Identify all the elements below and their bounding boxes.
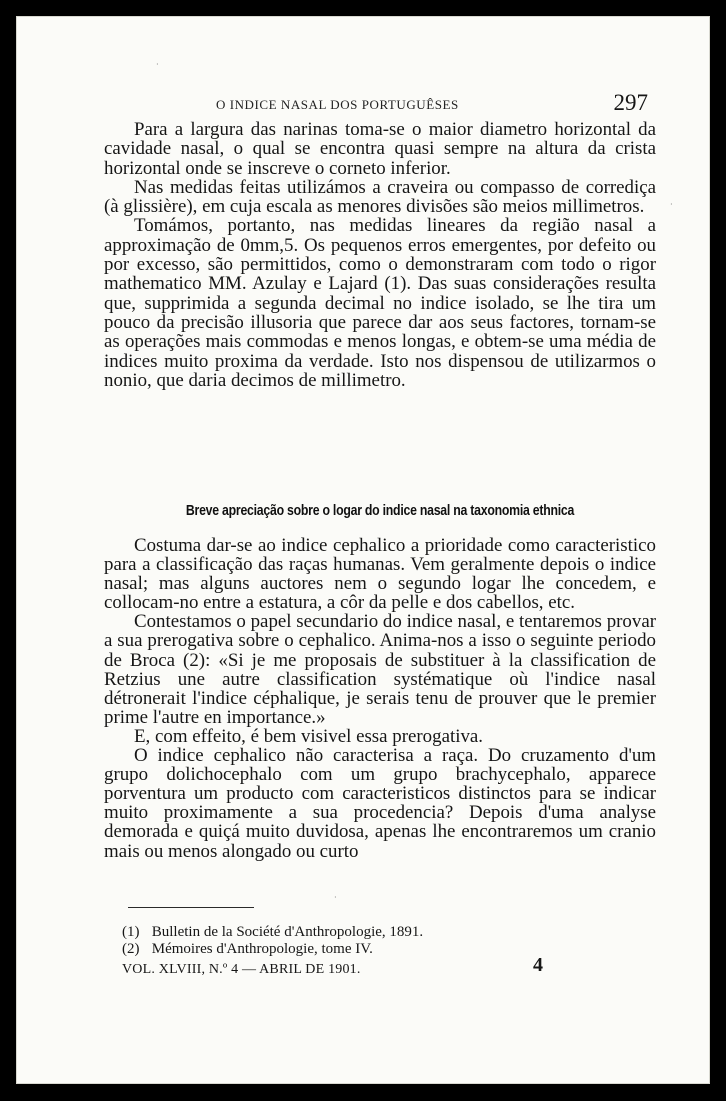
running-title: O INDICE NASAL DOS PORTUGUÊSES	[216, 97, 459, 112]
paragraph-measuring-tool: Nas medidas feitas utilizámos a craveira ou compasso de corrediça (à glissière), em cuja escala as menores divisões são meios millimetros.	[104, 176, 656, 218]
footnote-2	[122, 941, 642, 958]
paragraph-nasal-prerogative: Contestamos o papel secundario do indice nasal, e tentaremos provar a sua prerogativa sobre o cephalico. Anima-nos a isso o seguinte periodo de Broca (2): «Si je me proposais de substituer à la classification de Retzius une autre classification systématique où l'indice nasal détronerait l'indice céphalique, je serais tenu de prouver que le premier prime l'autre en importance.»	[104, 611, 656, 728]
volume-line: VOL. XLVIII, N.º 4 — ABRIL DE 1901.	[122, 962, 361, 977]
printer-signature: 4	[533, 954, 543, 976]
speck-mark: ·	[334, 893, 337, 902]
paragraph-cephalic-priority: Costuma dar-se ao indice cephalico a prioridade como caracteristico para a classificação das raças humanas. Vem geralmente depois o indice nasal; mas alguns auctores nem o segundo logar lhe concedem, e collocam-no entre a estatura, a côr da pelle e dos cabellos, etc.	[104, 535, 656, 614]
book-page	[16, 16, 710, 1084]
speck-mark: ·	[670, 200, 673, 209]
paragraph-visible-prerogative: E, com effeito, é bem visivel essa prerogativa.	[134, 725, 484, 747]
paragraph-narinas-width: Para a largura das narinas toma-se o maior diametro horizontal da cavidade nasal, o qual se encontra quasi sempre na altura da crista horizontal onde se inscreve o corneto inferior.	[104, 119, 656, 179]
footnote-rule	[128, 907, 254, 908]
footnotes	[122, 924, 642, 958]
paragraph-race-characterisation: O indice cephalico não caracterisa a raça. Do cruzamento d'um grupo dolichocephalo com um grupo brachycephalo, apparece porventura um producto com caracteristicos distinctos para se indicar muito proximamente a sua procedencia? Depois d'uma analyse demorada e quiçá muito duvidosa, apenas lhe encontraremos um cranio mais ou menos alongado ou curto	[104, 745, 656, 862]
page-number: 297	[613, 90, 648, 115]
footnote-2-number: (2)	[122, 941, 140, 957]
section-heading: Breve apreciação sobre o logar do indice nasal na taxonomia ethnica	[185, 502, 575, 519]
section-text	[104, 536, 656, 861]
footnote-1	[122, 924, 642, 941]
speck-mark: ·	[156, 60, 159, 69]
running-head	[104, 90, 656, 120]
paragraph-linear-measures: Tomámos, portanto, nas medidas lineares da região nasal a approximação de 0mm,5. Os pequenos erros emergentes, por defeito ou por excesso, são permittidos, como o demonstraram com todo o rigor mathematico MM. Azulay e Lajard (1). Das suas considerações resulta que, supprimida a segunda decimal no indice isolado, se lhe tira um pouco da precisão illusoria que parece dar aos seus factores, tornam-se as operações mais commodas e menos longas, e obtem-se uma média de indices muito proxima da verdade. Isto nos dispensou de utilizarmos o nonio, que daria decimos de millimetro.	[104, 215, 656, 391]
footnote-1-text: Bulletin de la Société d'Anthropologie, 1891.	[151, 924, 424, 940]
main-text-top	[104, 120, 656, 390]
footnote-2-text: Mémoires d'Anthropologie, tome IV.	[151, 941, 373, 957]
footnote-1-number: (1)	[122, 924, 140, 940]
